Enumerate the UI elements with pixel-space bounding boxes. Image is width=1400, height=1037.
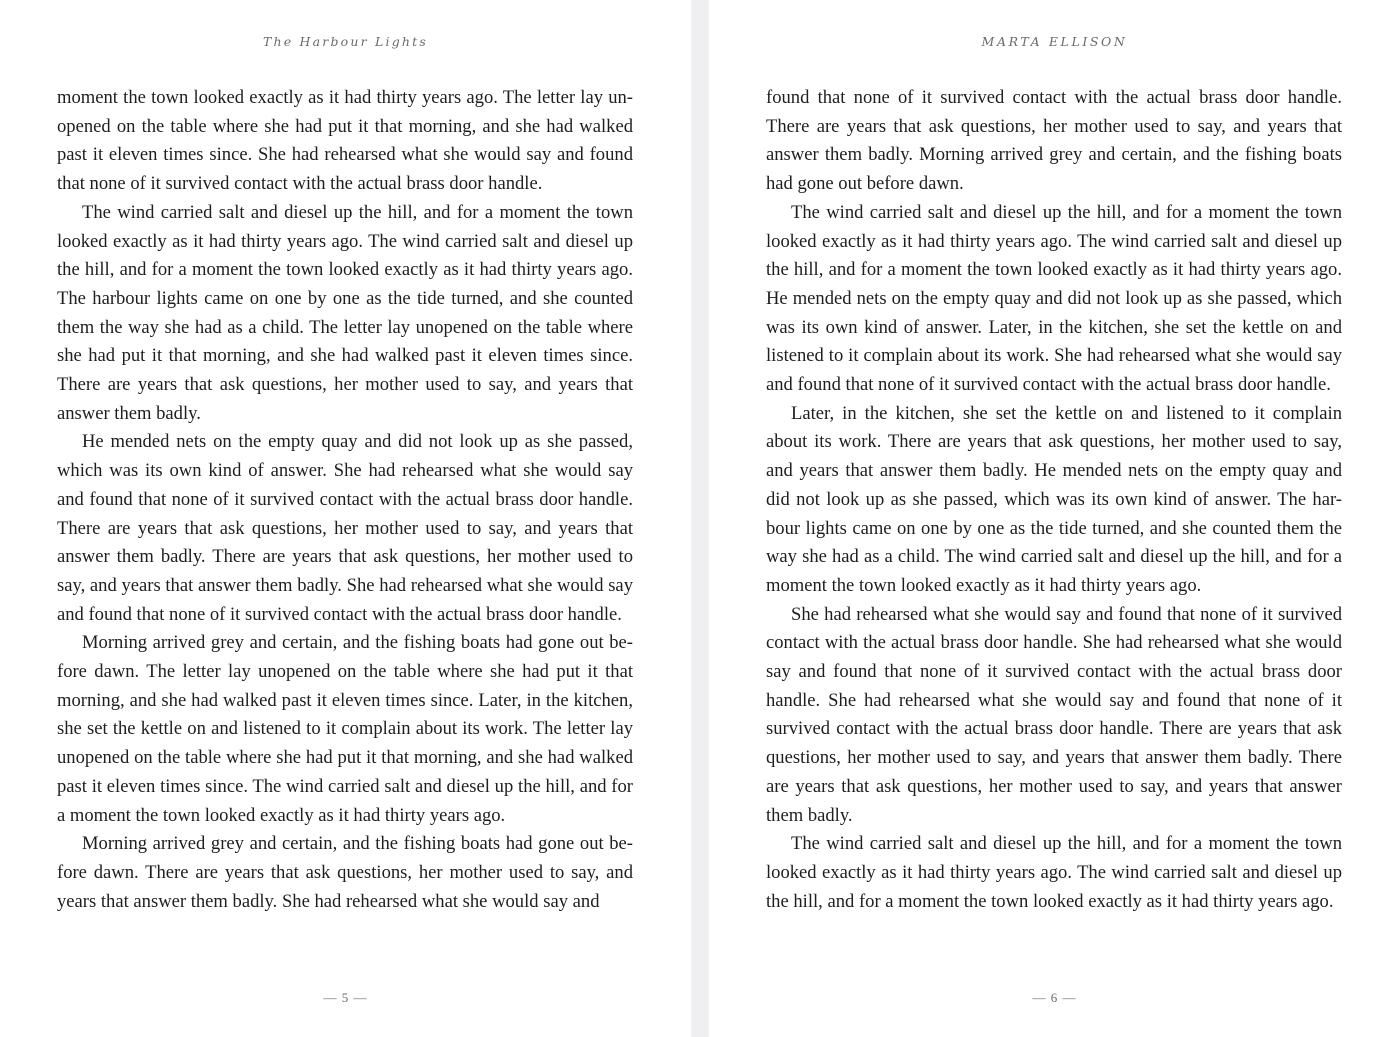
- running-head-author: MARTA ELLISON: [981, 34, 1128, 49]
- running-head-title: The Harbour Lights: [262, 34, 428, 49]
- paragraph: The wind carried salt and diesel up the hill, and for a moment the town looked exactly as it had thirty years ago. The wind carried salt and diesel up the hill, and for a moment the town looked exactly as it had thirty years ago.: [766, 833, 1342, 912]
- left-page: [0, 0, 691, 1037]
- page-number: — 6 —: [1032, 990, 1077, 1005]
- page-gutter: [691, 0, 709, 1037]
- right-page-body: [766, 84, 1342, 916]
- paragraph: Morning arrived grey and certain, and the fishing boats had gone out be-fore dawn. There are years that ask questions, her mother used to say, and years that answer them badly. She had rehearsed what she would say and: [57, 833, 633, 912]
- page-number: — 5 —: [323, 990, 368, 1005]
- right-page: [709, 0, 1400, 1037]
- paragraph: moment the town looked exactly as it had thirty years ago. The letter lay un-opened on the table where she had put it that morning, and she had walked past it eleven times since. She had rehearsed what she would say and found that none of it survived contact with the actual brass door handle.: [57, 87, 633, 195]
- paragraph: found that none of it survived contact with the actual brass door handle. There are years that ask questions, her mother used to say, and years that answer them badly. Morning arrived grey and certain, and the fishing boats had gone out before dawn.: [766, 87, 1342, 195]
- paragraph: She had rehearsed what she would say and found that none of it survived contact with the actual brass door handle. She had rehearsed what she would say and found that none of it survived contact with the actual brass door handle. She had rehearsed what she would say and found that none of it survived contact with the actual brass door handle. There are years that ask questions, her mother used to say, and years that answer them badly. There are years that ask questions, her mother used to say, and years that answer them badly.: [766, 603, 1342, 826]
- paragraph: The wind carried salt and diesel up the hill, and for a moment the town looked exactly as it had thirty years ago. The wind carried salt and diesel up the hill, and for a moment the town looked exactly as it had thirty years ago. He mended nets on the empty quay and did not look up as she passed, which was its own kind of answer. Later, in the kitchen, she set the kettle on and listened to it complain about its work. She had rehearsed what she would say and found that none of it survived contact with the actual brass door handle.: [766, 201, 1342, 396]
- paragraph: Morning arrived grey and certain, and the fishing boats had gone out be-fore dawn. The letter lay unopened on the table where she had put it that morning, and she had walked past it eleven times since. Later, in the kitchen, she set the kettle on and listened to it complain about its work. The letter lay unopened on the table where she had put it that morning, and she had walked past it eleven times since. The wind carried salt and diesel up the hill, and for a moment the town looked exactly as it had thirty years ago.: [57, 632, 633, 826]
- left-page-body: [57, 84, 633, 916]
- paragraph: He mended nets on the empty quay and did not look up as she passed, which was its own kind of answer. She had rehearsed what she would say and found that none of it survived contact with the actual brass door handle. There are years that ask questions, her mother used to say, and years that answer them badly. There are years that ask questions, her mother used to say, and years that answer them badly. She had rehearsed what she would say and found that none of it survived contact with the actual brass door handle.: [57, 431, 633, 625]
- paragraph: Later, in the kitchen, she set the kettle on and listened to it complain about its work. There are years that ask questions, her mother used to say, and years that answer them badly. He mended nets on the empty quay and did not look up as she passed, which was its own kind of answer. The har-bour lights came on one by one as the tide turned, and she counted them the way she had as a child. The wind carried salt and diesel up the hill, and for a moment the town looked exactly as it had thirty years ago.: [766, 402, 1342, 596]
- paragraph: The wind carried salt and diesel up the hill, and for a moment the town looked exactly as it had thirty years ago. The wind carried salt and diesel up the hill, and for a moment the town looked exactly as it had thirty years ago. The harbour lights came on one by one as the tide turned, and she counted them the way she had as a child. The letter lay unopened on the table where she had put it that morning, and she had walked past it eleven times since. There are years that ask questions, her mother used to say, and years that answer them badly.: [57, 201, 633, 424]
